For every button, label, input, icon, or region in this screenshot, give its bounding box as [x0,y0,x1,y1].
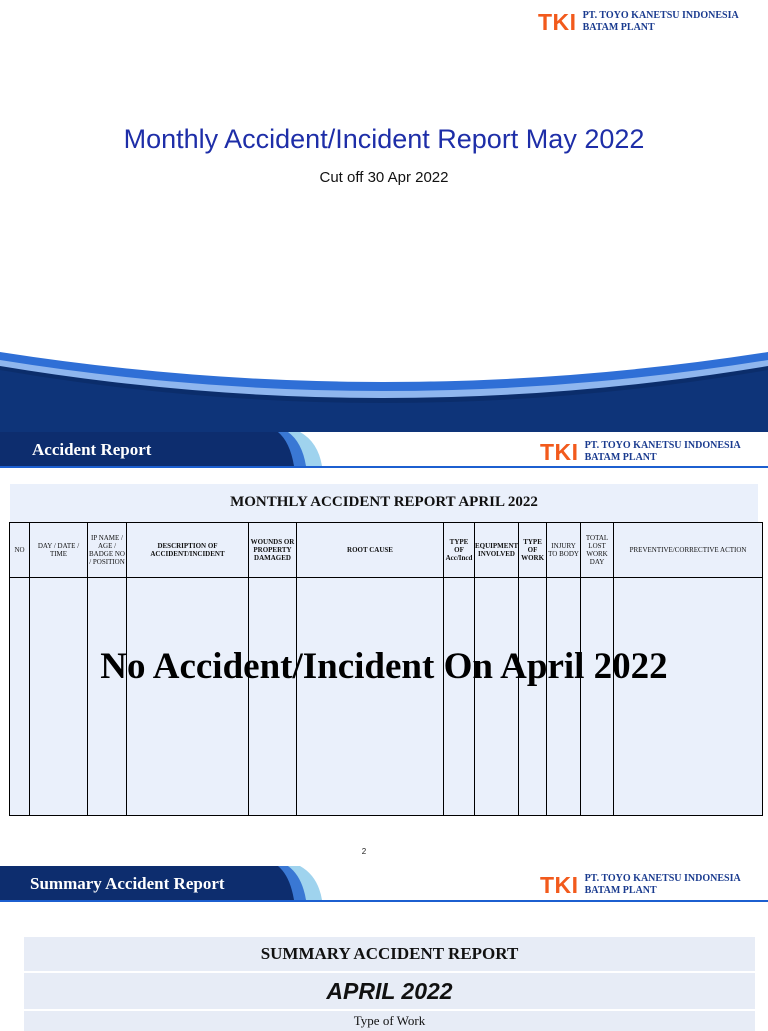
logo-mark: TKI [540,438,579,465]
company-name-line1: PT. TOYO KANETSU INDONESIA [584,440,741,451]
cutoff-date: Cut off 30 Apr 2022 [319,169,449,186]
header-rule [0,900,768,902]
decorative-wave [0,340,768,432]
company-logo [538,10,739,34]
title-slide [0,0,768,432]
column-header: NO [10,523,30,578]
report-table-title: MONTHLY ACCIDENT REPORT APRIL 2022 [230,494,538,510]
summary-title: SUMMARY ACCIDENT REPORT [24,937,755,971]
table-header-row [10,523,763,578]
column-header: DAY / DATE / TIME [30,523,88,578]
header-title: Accident Report [32,440,152,459]
company-name-line2: BATAM PLANT [584,885,657,896]
logo-mark: TKI [538,8,577,35]
type-of-work-label: Type of Work [24,1011,755,1031]
column-header: INJURY TO BODY [547,523,581,578]
accident-report-slide [0,432,768,864]
column-header: IP NAME / AGE / BADGE NO / POSITION [88,523,127,578]
logo-mark: TKI [540,871,579,898]
no-accident-message: No Accident/Incident On April 2022 [100,646,668,687]
column-header: PREVENTIVE/CORRECTIVE ACTION [614,523,763,578]
company-name-line1: PT. TOYO KANETSU INDONESIA [584,873,741,884]
company-name-line2: BATAM PLANT [584,452,657,463]
column-header: WOUNDS OR PROPERTY DAMAGED [249,523,297,578]
summary-period: APRIL 2022 [24,973,755,1009]
company-name [583,10,739,34]
column-header: DESCRIPTION OF ACCIDENT/INCIDENT [127,523,249,578]
company-logo [540,873,741,897]
report-title: Monthly Accident/Incident Report May 2022 [123,124,645,154]
column-header: TYPE OF WORK [519,523,547,578]
table-row [10,578,763,816]
summary-slide [0,864,768,1028]
company-name [585,873,741,897]
header-rule [0,466,768,468]
page-number: 2 [361,847,367,856]
column-header: TYPE OF Acc/Incd [444,523,475,578]
column-header: ROOT CAUSE [297,523,444,578]
company-logo [540,440,741,464]
column-header: TOTAL LOST WORK DAY [581,523,614,578]
header-title: Summary Accident Report [30,874,225,893]
company-name-line2: BATAM PLANT [582,22,655,33]
column-header: EQUIPMENT INVOLVED [475,523,519,578]
company-name-line1: PT. TOYO KANETSU INDONESIA [582,10,739,21]
company-name [585,440,741,464]
